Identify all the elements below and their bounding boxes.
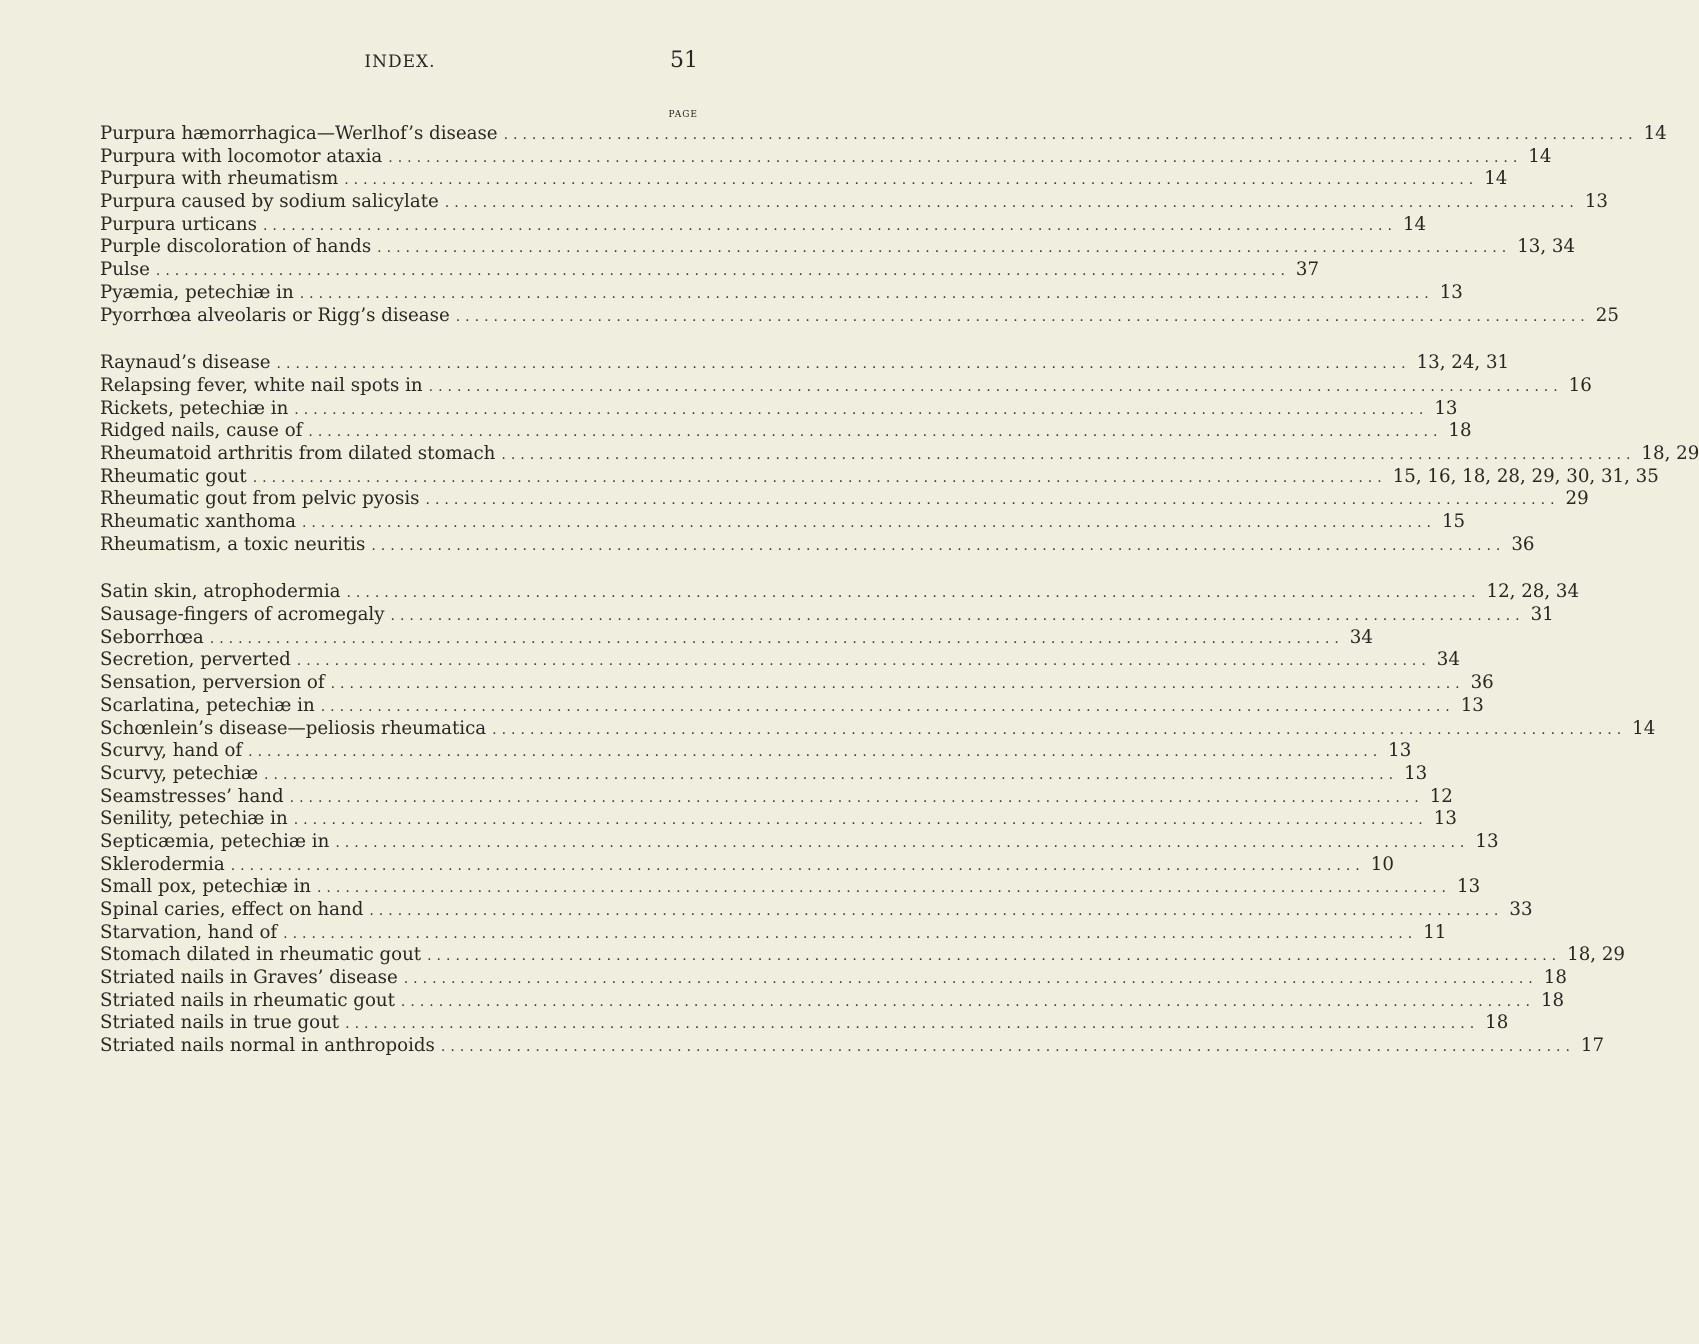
index-term: Seborrhœa: [100, 626, 204, 648]
dot-leader: ........................................................................................................................: [299, 285, 1434, 302]
index-term: Striated nails normal in anthropoids: [100, 1035, 435, 1057]
index-entry: [100, 989, 1565, 1013]
index-page-numbers: 18: [1485, 1012, 1509, 1034]
index-term: Rheumatoid arthritis from dilated stomach: [100, 442, 496, 464]
index-page-numbers: 13: [1388, 740, 1412, 762]
index-page-numbers: 18, 29: [1641, 442, 1699, 464]
index-entry: [100, 649, 1460, 672]
index-term: Purpura urticans: [100, 213, 257, 235]
index-term: Raynaud’s disease: [100, 352, 271, 374]
dot-leader: ........................................................................................................................: [371, 537, 1506, 554]
index-term: Striated nails in rheumatic gout: [100, 989, 395, 1011]
index-entry: [100, 876, 1481, 899]
index-entry: [100, 420, 1472, 443]
index-page-numbers: 13: [1475, 830, 1499, 852]
index-term: Pyorrhœa alveolaris or Rigg’s disease: [100, 304, 450, 326]
index-entry: [100, 672, 1494, 695]
index-section: [100, 123, 1667, 327]
index-entry: [100, 899, 1533, 922]
index-page-numbers: 16: [1568, 374, 1592, 396]
index-page-numbers: 13, 34: [1517, 236, 1576, 258]
dot-leader: ........................................................................................................................: [344, 172, 1479, 189]
dot-leader: ........................................................................................................................: [320, 698, 1455, 715]
index-page-numbers: 33: [1509, 899, 1533, 920]
dot-leader: ........................................................................................................................: [155, 263, 1290, 280]
index-page-numbers: 18: [1540, 989, 1565, 1011]
index-page-numbers: 12, 28, 34: [1486, 581, 1580, 603]
index-term: Purpura with locomotor ataxia: [100, 145, 383, 167]
page-number: 51: [670, 48, 698, 73]
dot-leader: ........................................................................................................................: [455, 308, 1590, 325]
index-term: Starvation, hand of: [100, 921, 278, 943]
dot-leader: ........................................................................................................................: [316, 880, 1452, 897]
index-term: Sausage-fingers of acromegaly: [100, 604, 385, 626]
index-entry: [100, 1035, 1605, 1058]
index-entry: [100, 488, 1589, 511]
index-term: Sklerodermia: [100, 853, 225, 875]
dot-leader: ........................................................................................................................: [400, 993, 1535, 1010]
index-entry: [100, 281, 1463, 305]
index-entry: [100, 853, 1394, 877]
index-page-numbers: 15: [1441, 511, 1466, 532]
index-entry: [100, 740, 1412, 763]
index-page-numbers: 13: [1439, 281, 1463, 303]
index-entry: [100, 694, 1484, 718]
index-term: Scarlatina, petechiæ in: [100, 694, 315, 716]
index-entry: [100, 533, 1535, 557]
dot-leader: ........................................................................................................................: [444, 195, 1579, 212]
index-page-numbers: 14: [1402, 213, 1427, 235]
index-entry: [100, 191, 1608, 214]
index-page-numbers: 31: [1530, 604, 1554, 626]
index-entry: [100, 259, 1320, 282]
index-entry: [100, 123, 1667, 146]
index-page-numbers: 14: [1632, 717, 1656, 739]
index-page-numbers: 18, 29: [1567, 944, 1625, 966]
index-entry: [100, 830, 1499, 854]
dot-leader: ........................................................................................................................: [301, 515, 1436, 531]
index-term: Striated nails in Graves’ disease: [100, 967, 398, 989]
page-column-label: PAGE: [668, 110, 698, 120]
index-list: [100, 123, 1699, 1058]
dot-leader: ........................................................................................................................: [294, 401, 1429, 418]
index-entry: [100, 442, 1699, 466]
index-page-numbers: 11: [1423, 921, 1447, 943]
dot-leader: ........................................................................................................................: [501, 446, 1636, 463]
dot-leader: ........................................................................................................................: [209, 630, 1344, 647]
index-term: Sensation, perversion of: [100, 672, 325, 694]
dot-leader: ........................................................................................................................: [252, 469, 1387, 486]
index-entry: [100, 581, 1580, 604]
index-page-numbers: 18: [1543, 967, 1567, 989]
index-page-numbers: 13: [1434, 397, 1458, 419]
index-term: Stomach dilated in rheumatic gout: [100, 944, 422, 966]
index-term: Schœnlein’s disease—peliosis rheumatica: [100, 717, 487, 739]
index-page-numbers: 14: [1484, 168, 1508, 190]
dot-leader: ........................................................................................................................: [428, 378, 1563, 395]
index-page-numbers: 15, 16, 18, 28, 29, 30, 31, 35: [1392, 465, 1659, 487]
index-term: Striated nails in true gout: [100, 1012, 340, 1034]
index-term: Purpura hæmorrhagica—Werlhof’s disease: [100, 123, 498, 144]
dot-leader: ........................................................................................................................: [427, 948, 1562, 965]
index-entry: [100, 808, 1457, 831]
index-term: Purple discoloration of hands: [100, 236, 372, 258]
index-entry: [100, 967, 1567, 990]
dot-leader: ........................................................................................................................: [335, 834, 1470, 851]
index-term: Ridged nails, cause of: [100, 420, 303, 442]
dot-leader: ........................................................................................................................: [440, 1039, 1575, 1056]
index-entry: [100, 626, 1373, 650]
index-page-numbers: 10: [1370, 853, 1394, 875]
index-entry: [100, 511, 1466, 534]
index-entry: [100, 352, 1510, 375]
index-term: Purpura with rheumatism: [100, 168, 339, 190]
index-page-numbers: 37: [1295, 259, 1320, 281]
index-term: Rheumatic gout from pelvic pyosis: [100, 488, 420, 510]
index-page-numbers: 14: [1643, 123, 1667, 144]
index-term: Pyæmia, petechiæ in: [100, 281, 294, 303]
dot-leader: ........................................................................................................................: [308, 424, 1443, 441]
index-term: Rheumatic xanthoma: [100, 511, 296, 532]
index-entry: [100, 762, 1428, 786]
index-term: Septicæmia, petechiæ in: [100, 830, 330, 852]
dot-leader: ........................................................................................................................: [425, 492, 1560, 509]
dot-leader: ........................................................................................................................: [377, 240, 1512, 257]
index-entry: [100, 304, 1619, 328]
index-entry: [100, 785, 1453, 809]
dot-leader: ........................................................................................................................: [390, 608, 1525, 625]
index-entry: [100, 397, 1458, 421]
index-page-numbers: 34: [1436, 649, 1460, 671]
index-entry: [100, 213, 1427, 237]
index-page-numbers: 13: [1457, 876, 1481, 898]
dot-leader: ........................................................................................................................: [492, 721, 1627, 738]
index-term: Small pox, petechiæ in: [100, 876, 311, 898]
dot-leader: ........................................................................................................................: [403, 971, 1538, 988]
index-term: Relapsing fever, white nail spots in: [100, 374, 423, 396]
dot-leader: ........................................................................................................................: [230, 857, 1365, 874]
dot-leader: ........................................................................................................................: [293, 812, 1428, 829]
dot-leader: ........................................................................................................................: [262, 217, 1397, 234]
index-entry: [100, 921, 1447, 945]
index-entry: [100, 236, 1576, 259]
index-page-numbers: 34: [1349, 626, 1373, 648]
index-page-numbers: 13: [1584, 191, 1608, 213]
index-term: Pulse: [100, 259, 150, 281]
dot-leader: ........................................................................................................................: [289, 789, 1424, 806]
index-page-numbers: 12: [1429, 785, 1453, 807]
index-term: Scurvy, hand of: [100, 740, 243, 762]
index-entry: [100, 465, 1659, 489]
index-page-numbers: 36: [1511, 533, 1535, 555]
index-page-numbers: 13: [1404, 762, 1428, 784]
dot-leader: ........................................................................................................................: [264, 766, 1399, 783]
dot-leader: ........................................................................................................................: [296, 653, 1431, 670]
index-term: Purpura caused by sodium salicylate: [100, 191, 439, 213]
index-entry: [100, 604, 1554, 627]
dot-leader: ........................................................................................................................: [330, 676, 1465, 693]
dot-leader: ........................................................................................................................: [283, 925, 1418, 942]
index-page-numbers: 17: [1580, 1035, 1605, 1057]
index-entry: [100, 374, 1592, 398]
index-entry: [100, 168, 1508, 191]
index-term: Seamstresses’ hand: [100, 785, 284, 807]
index-term: Secretion, perverted: [100, 649, 291, 671]
index-term: Scurvy, petechiæ: [100, 762, 259, 784]
dot-leader: ........................................................................................................................: [369, 903, 1504, 919]
dot-leader: ........................................................................................................................: [388, 149, 1523, 166]
index-page-numbers: 13: [1433, 808, 1457, 830]
index-entry: [100, 145, 1552, 169]
index-page-numbers: 14: [1528, 145, 1552, 167]
index-page-numbers: 13, 24, 31: [1416, 352, 1510, 374]
index-page-numbers: 29: [1565, 488, 1589, 510]
index-term: Rickets, petechiæ in: [100, 397, 289, 419]
dot-leader: ........................................................................................................................: [248, 744, 1383, 761]
index-term: Spinal caries, effect on hand: [100, 899, 364, 920]
dot-leader: ........................................................................................................................: [346, 585, 1481, 602]
index-section: [100, 352, 1699, 556]
index-page-numbers: 25: [1595, 304, 1619, 326]
dot-leader: ........................................................................................................................: [276, 356, 1411, 373]
index-page-numbers: 36: [1470, 672, 1494, 694]
index-section: [100, 581, 1656, 1057]
index-entry: [100, 1012, 1509, 1035]
running-title: INDEX.: [364, 52, 436, 72]
dot-leader: ........................................................................................................................: [503, 127, 1638, 143]
dot-leader: ........................................................................................................................: [345, 1016, 1480, 1033]
index-term: Satin skin, atrophodermia: [100, 581, 341, 603]
index-page-numbers: 18: [1448, 420, 1472, 442]
index-entry: [100, 944, 1625, 967]
index-term: Senility, petechiæ in: [100, 808, 288, 830]
index-term: Rheumatic gout: [100, 465, 247, 487]
index-term: Rheumatism, a toxic neuritis: [100, 533, 366, 555]
index-entry: [100, 717, 1656, 741]
index-page-numbers: 13: [1460, 694, 1484, 716]
